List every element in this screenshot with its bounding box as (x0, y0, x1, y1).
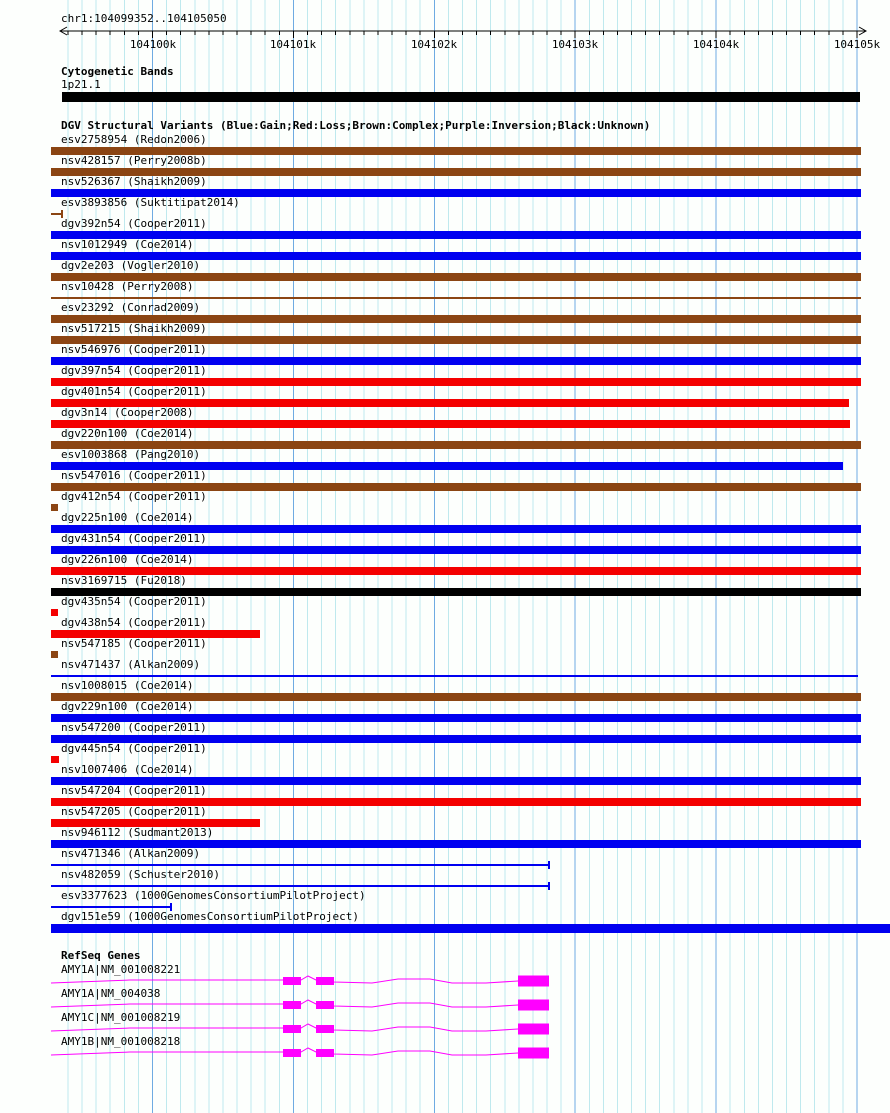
variant-label: nsv1008015 (Coe2014) (61, 679, 194, 692)
variant-label: esv3377623 (1000GenomesConsortiumPilotProject) (61, 889, 366, 902)
variant-label: nsv1012949 (Coe2014) (61, 238, 194, 251)
cytoband-label: 1p21.1 (61, 78, 101, 91)
variant-bar[interactable] (51, 651, 58, 658)
variant-label: dgv220n100 (Coe2014) (61, 427, 194, 440)
variant-label: nsv1007406 (Coe2014) (61, 763, 194, 776)
variant-bar[interactable] (51, 864, 550, 866)
variant-label: dgv151e59 (1000GenomesConsortiumPilotProject) (61, 910, 360, 923)
variant-bar[interactable] (51, 756, 59, 763)
variant-label: dgv3n14 (Cooper2008) (61, 406, 194, 419)
variant-label: esv3893856 (Suktitipat2014) (61, 196, 240, 209)
variant-bar[interactable] (51, 885, 550, 887)
variant-label: esv23292 (Conrad2009) (61, 301, 201, 314)
gene-label: AMY1C|NM_001008219 (61, 1011, 181, 1024)
variant-label: nsv546976 (Cooper2011) (61, 343, 207, 356)
svg-text:104105k: 104105k (833, 38, 881, 51)
refseq-section-title: RefSeq Genes (61, 949, 141, 962)
variant-label: nsv547016 (Cooper2011) (61, 469, 207, 482)
variant-bar-end-tick[interactable] (548, 882, 550, 890)
variant-label: nsv547204 (Cooper2011) (61, 784, 207, 797)
variant-label: dgv445n54 (Cooper2011) (61, 742, 207, 755)
gene-model[interactable] (0, 1046, 890, 1062)
variant-label: esv2758954 (Redon2006) (61, 133, 207, 146)
variant-label: dgv397n54 (Cooper2011) (61, 364, 207, 377)
variant-label: nsv428157 (Perry2008b) (61, 154, 207, 167)
variant-bar[interactable] (51, 297, 861, 299)
variant-label: dgv401n54 (Cooper2011) (61, 385, 207, 398)
variant-label: dgv226n100 (Coe2014) (61, 553, 194, 566)
variant-label: nsv946112 (Sudmant2013) (61, 826, 214, 839)
svg-text:104104k: 104104k (692, 38, 740, 51)
variant-bar[interactable] (51, 609, 58, 616)
cytoband-bar[interactable] (62, 92, 860, 102)
svg-text:104101k: 104101k (269, 38, 317, 51)
dgv-section-title: DGV Structural Variants (Blue:Gain;Red:Loss;Brown:Complex;Purple:Inversion;Black:Unknown) (61, 119, 651, 132)
variant-bar[interactable] (51, 906, 172, 908)
region-coordinates-label: chr1:104099352..104105050 (61, 12, 227, 25)
variant-label: nsv547185 (Cooper2011) (61, 637, 207, 650)
coordinate-ruler (0, 0, 890, 54)
variant-label: esv1003868 (Pang2010) (61, 448, 201, 461)
variant-label: nsv10428 (Perry2008) (61, 280, 194, 293)
variant-label: dgv229n100 (Coe2014) (61, 700, 194, 713)
cytoband-section-title: Cytogenetic Bands (61, 65, 174, 78)
variant-label: nsv547200 (Cooper2011) (61, 721, 207, 734)
gene-label: AMY1B|NM_001008218 (61, 1035, 181, 1048)
svg-text:104103k: 104103k (551, 38, 599, 51)
variant-label: dgv438n54 (Cooper2011) (61, 616, 207, 629)
svg-text:104102k: 104102k (410, 38, 458, 51)
variant-label: nsv526367 (Shaikh2009) (61, 175, 207, 188)
variant-label: dgv2e203 (Vogler2010) (61, 259, 201, 272)
variant-label: nsv547205 (Cooper2011) (61, 805, 207, 818)
gene-label: AMY1A|NM_004038 (61, 987, 161, 1000)
variant-label: dgv431n54 (Cooper2011) (61, 532, 207, 545)
variant-label: nsv482059 (Schuster2010) (61, 868, 220, 881)
variant-label: dgv392n54 (Cooper2011) (61, 217, 207, 230)
variant-label: dgv225n100 (Coe2014) (61, 511, 194, 524)
variant-label: dgv435n54 (Cooper2011) (61, 595, 207, 608)
variant-bar[interactable] (51, 675, 858, 677)
variant-bar[interactable] (51, 504, 58, 511)
variant-label: dgv412n54 (Cooper2011) (61, 490, 207, 503)
variant-bar-end-tick[interactable] (548, 861, 550, 869)
variant-label: nsv3169715 (Fu2018) (61, 574, 187, 587)
variant-bar[interactable] (51, 924, 890, 933)
gene-label: AMY1A|NM_001008221 (61, 963, 181, 976)
variant-label: nsv471437 (Alkan2009) (61, 658, 201, 671)
variant-label: nsv517215 (Shaikh2009) (61, 322, 207, 335)
svg-text:104100k: 104100k (129, 38, 177, 51)
variant-label: nsv471346 (Alkan2009) (61, 847, 201, 860)
